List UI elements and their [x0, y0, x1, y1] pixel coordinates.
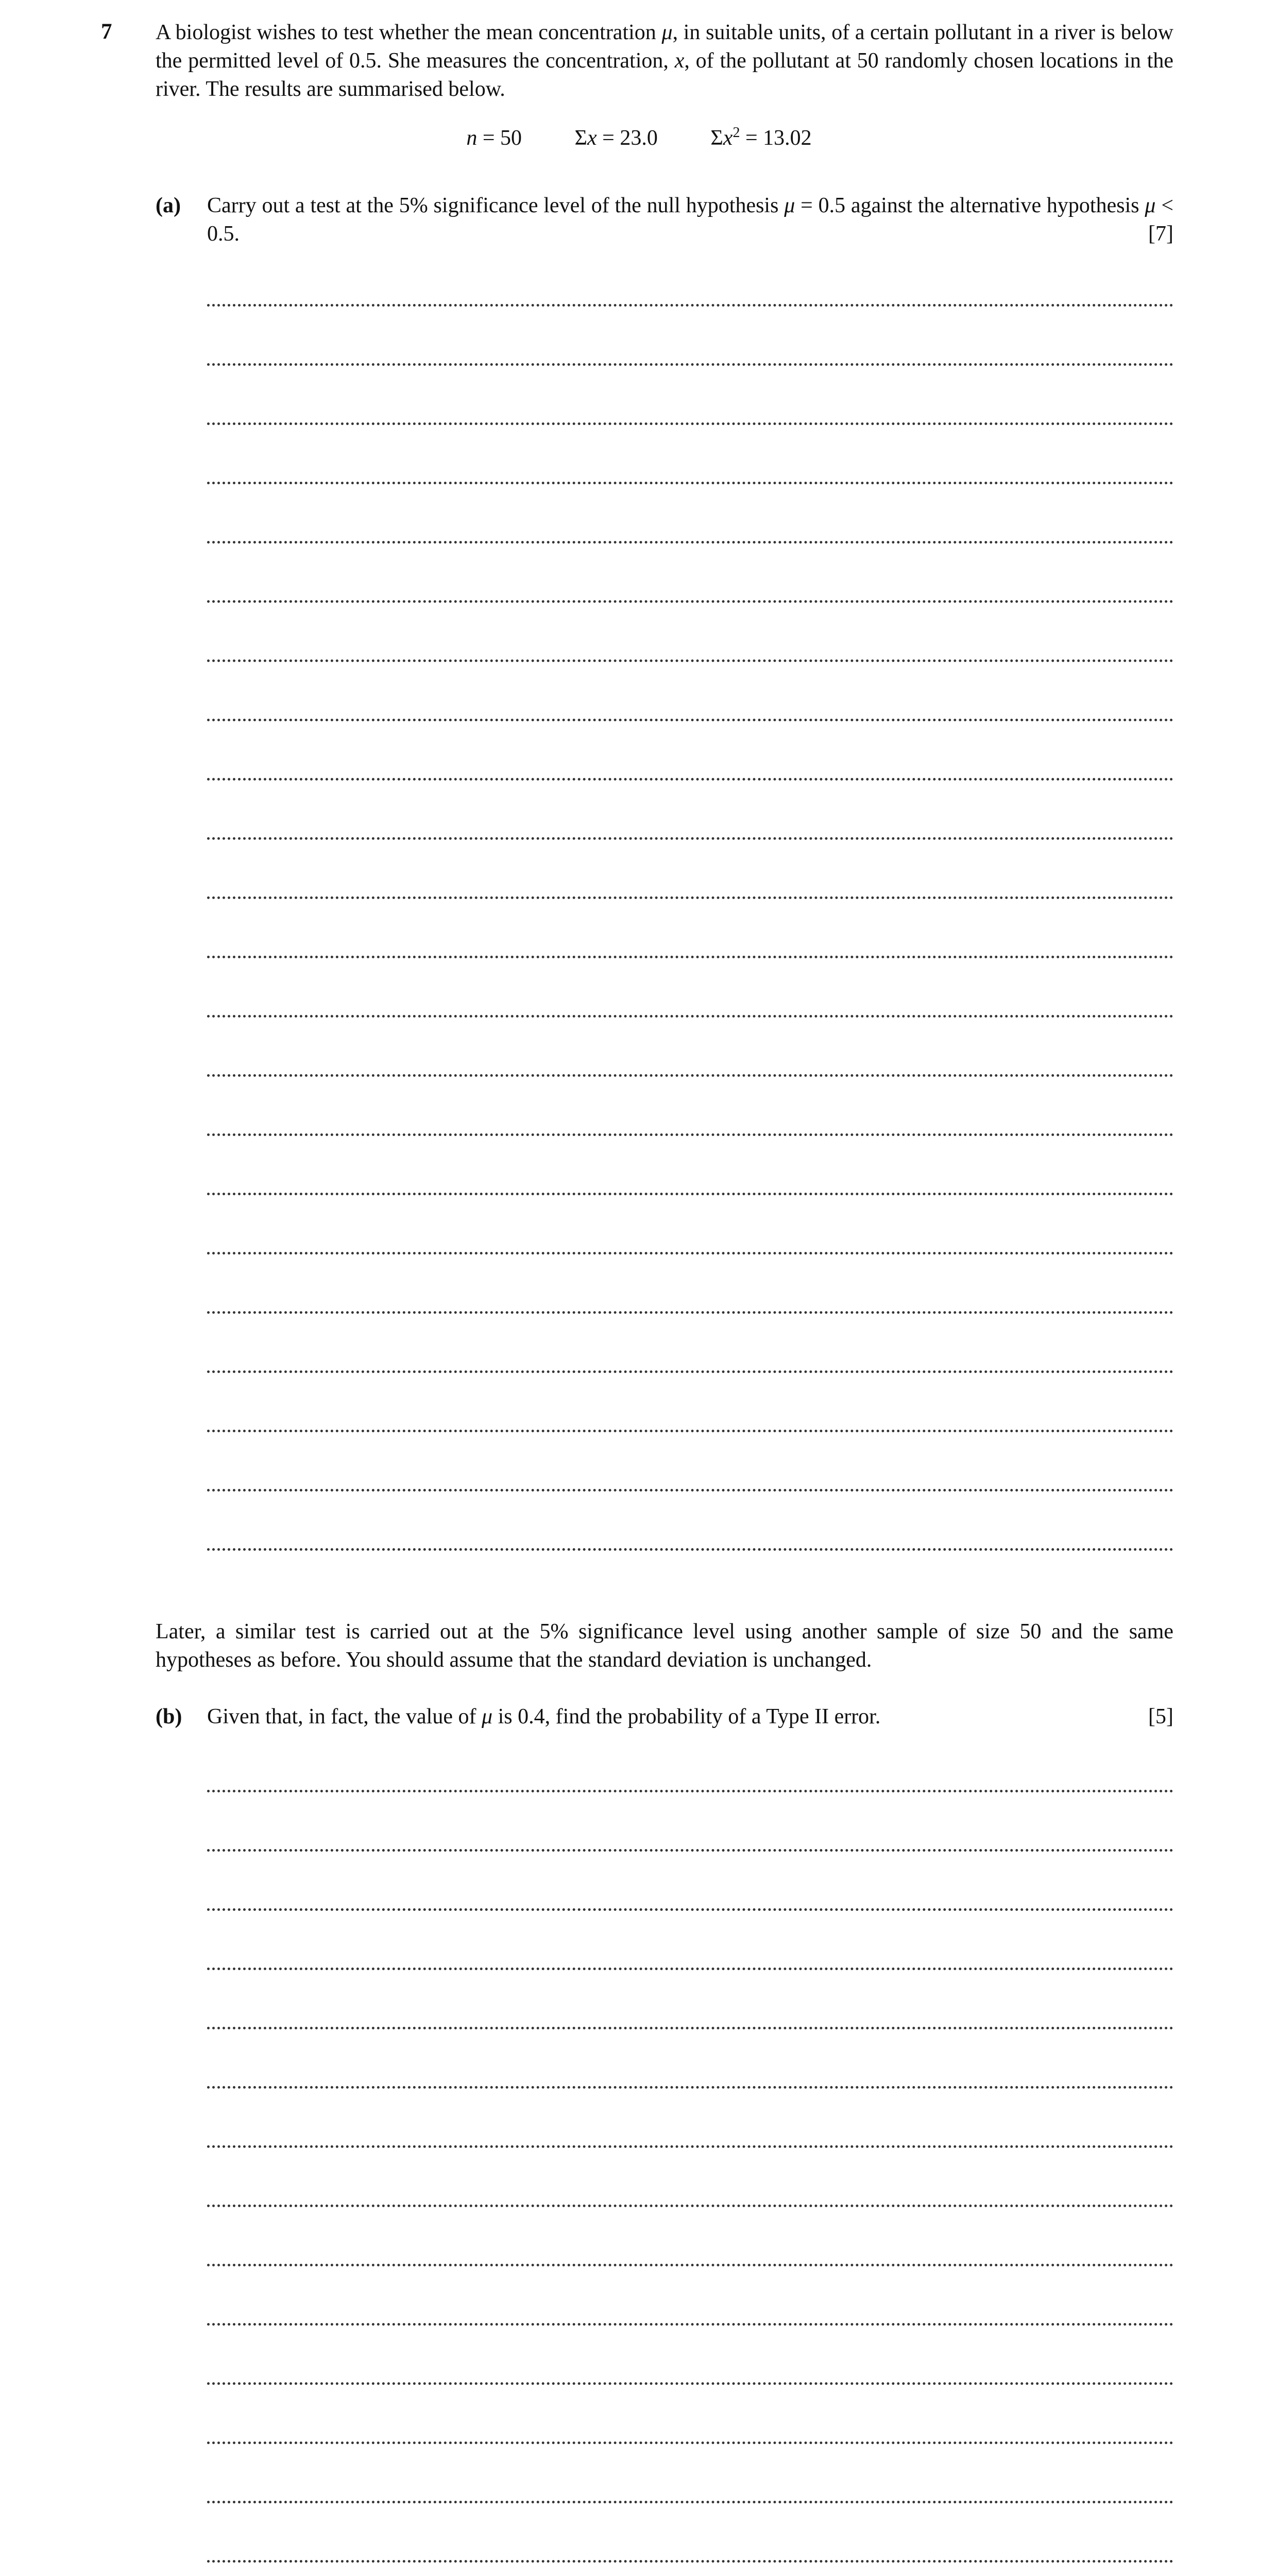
- summary-n: [466, 125, 522, 151]
- answer-line[interactable]: [207, 899, 1173, 958]
- part-b-text-2: is 0.4, find the probability of a Type II error.: [498, 1705, 881, 1728]
- part-b-text: [207, 1703, 1173, 1731]
- answer-line[interactable]: [207, 2563, 1173, 2576]
- sigma-symbol: Σ: [710, 126, 723, 150]
- answer-line[interactable]: [207, 1255, 1173, 1314]
- sigma-symbol: Σ: [574, 126, 587, 150]
- part-a-marks: [7]: [1148, 222, 1173, 246]
- part-b: [156, 1703, 1173, 1731]
- part-b-marks: [5]: [1148, 1705, 1173, 1728]
- answer-line[interactable]: [207, 247, 1173, 307]
- answer-line[interactable]: [207, 2148, 1173, 2207]
- n-value: = 50: [482, 126, 522, 150]
- sum-x-value: = 23.0: [602, 126, 658, 150]
- question-number: 7: [101, 20, 112, 44]
- answer-line[interactable]: [207, 1018, 1173, 1077]
- summary-statistics: [0, 120, 1278, 151]
- part-a-text-1: Carry out a test at the 5% significance level of the null hypothesis: [207, 194, 779, 217]
- answer-line[interactable]: [207, 721, 1173, 781]
- mu-symbol: μ: [1145, 194, 1156, 217]
- part-b-answer-lines[interactable]: [207, 1733, 1173, 2576]
- answer-line[interactable]: [207, 484, 1173, 544]
- answer-line[interactable]: [207, 1314, 1173, 1373]
- part-a-text-3: < 0.5.: [207, 194, 1173, 246]
- answer-line[interactable]: [207, 1911, 1173, 1970]
- answer-line[interactable]: [207, 662, 1173, 721]
- answer-line[interactable]: [207, 2029, 1173, 2089]
- exponent: 2: [732, 125, 740, 141]
- part-a-label: (a): [156, 194, 181, 217]
- question-stem: [156, 19, 1173, 104]
- part-a-text: [207, 192, 1173, 248]
- part-b-label: (b): [156, 1705, 182, 1728]
- answer-line[interactable]: [207, 1136, 1173, 1195]
- answer-line[interactable]: [207, 2385, 1173, 2444]
- answer-line[interactable]: [207, 2266, 1173, 2326]
- answer-line[interactable]: [207, 958, 1173, 1018]
- answer-line[interactable]: [207, 2207, 1173, 2266]
- answer-line[interactable]: [207, 781, 1173, 840]
- answer-line[interactable]: [207, 1852, 1173, 1911]
- part-a: [156, 192, 1173, 248]
- answer-line[interactable]: [207, 2444, 1173, 2503]
- answer-line[interactable]: [207, 2503, 1173, 2563]
- part-a-answer-lines[interactable]: [207, 247, 1173, 1551]
- answer-line[interactable]: [207, 425, 1173, 484]
- stem-middle: , in suitable units, of a certain pollutant in a river is below the permitted level of 0.5. She measures the concentration,: [156, 21, 1174, 73]
- part-b-text-1: Given that, in fact, the value of: [207, 1705, 476, 1728]
- sum-x2-value: = 13.02: [745, 126, 812, 150]
- n-variable: n: [466, 126, 478, 150]
- answer-line[interactable]: [207, 366, 1173, 425]
- answer-line[interactable]: [207, 2326, 1173, 2385]
- answer-line[interactable]: [207, 307, 1173, 366]
- mu-symbol: μ: [661, 21, 673, 44]
- answer-line[interactable]: [207, 2089, 1173, 2148]
- summary-sum-x2: [710, 120, 811, 151]
- mu-symbol: μ: [784, 194, 795, 217]
- answer-line[interactable]: [207, 1792, 1173, 1852]
- stem-suffix: , of the pollutant at 50 randomly chosen locations in the river. The results are summarised below.: [156, 49, 1174, 101]
- part-a-text-2: = 0.5 against the alternative hypothesis: [800, 194, 1139, 217]
- answer-line[interactable]: [207, 1077, 1173, 1136]
- answer-line[interactable]: [207, 544, 1173, 603]
- stem-prefix: A biologist wishes to test whether the mean concentration: [156, 21, 656, 44]
- answer-line[interactable]: [207, 1970, 1173, 2029]
- answer-line[interactable]: [207, 1373, 1173, 1432]
- mu-symbol: μ: [481, 1705, 493, 1728]
- answer-line[interactable]: [207, 603, 1173, 662]
- answer-line[interactable]: [207, 1492, 1173, 1551]
- answer-line[interactable]: [207, 1195, 1173, 1255]
- x-variable: x: [587, 126, 597, 150]
- x-variable: x: [723, 126, 733, 150]
- answer-line[interactable]: [207, 1432, 1173, 1492]
- summary-sum-x: [575, 125, 658, 151]
- later-context-text: Later, a similar test is carried out at the 5% significance level using another sample of size 50 and the same hypotheses as before. You should assume that the standard deviation is unchanged.: [156, 1620, 1173, 1672]
- answer-line[interactable]: [207, 840, 1173, 899]
- answer-line[interactable]: [207, 1733, 1173, 1792]
- x-symbol: x: [674, 49, 685, 73]
